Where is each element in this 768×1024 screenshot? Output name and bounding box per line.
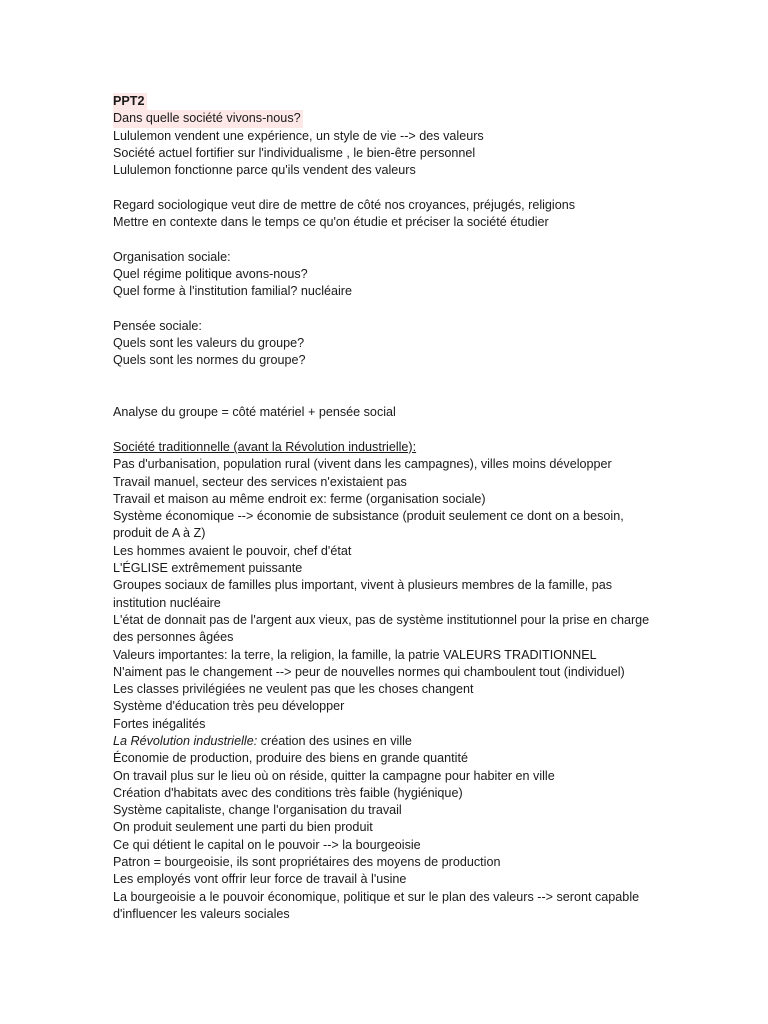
- text-line: Mettre en contexte dans le temps ce qu'on étudie et préciser la société étudier: [113, 215, 549, 230]
- blank-line: [113, 387, 753, 404]
- section-label-pensee: Pensée sociale:: [113, 318, 202, 333]
- text-line: Société actuel fortifier sur l'individualisme , le bien-être personnel: [113, 145, 476, 160]
- text-line: produit de A à Z): [113, 526, 206, 541]
- text-line: Regard sociologique veut dire de mettre de côté nos croyances, préjugés, religions: [113, 197, 576, 212]
- blank-line: [113, 422, 753, 439]
- text-line: On produit seulement une parti du bien produit: [113, 820, 373, 835]
- text-line: Quel forme à l'institution familial? nucléaire: [113, 284, 352, 299]
- text-line: N'aiment pas le changement --> peur de nouvelles normes qui chamboulent tout (individuel): [113, 664, 625, 679]
- text-line: Système économique --> économie de subsistance (produit seulement ce dont on a besoin,: [113, 509, 624, 524]
- analyse-line: Analyse du groupe = côté matériel + pensée social: [113, 405, 396, 420]
- text-line: Lululemon vendent une expérience, un style de vie --> des valeurs: [113, 128, 484, 143]
- section-label-organisation: Organisation sociale:: [113, 249, 231, 264]
- text-line: Économie de production, produire des biens en grande quantité: [113, 751, 468, 766]
- blank-line: [113, 179, 753, 196]
- text-line: Système capitaliste, change l'organisation du travail: [113, 803, 402, 818]
- text-line: Patron = bourgeoisie, ils sont propriétaires des moyens de production: [113, 855, 501, 870]
- text-line: Groupes sociaux de familles plus important, vivent à plusieurs membres de la famille, pas: [113, 578, 613, 593]
- text-line: Création d'habitats avec des conditions très faible (hygiénique): [113, 785, 463, 800]
- text-line: Pas d'urbanisation, population rural (vivent dans les campagnes), villes moins développer: [113, 457, 612, 472]
- text-line: Fortes inégalités: [113, 716, 206, 731]
- text-line: d'influencer les valeurs sociales: [113, 906, 290, 921]
- text-line: Système d'éducation très peu développer: [113, 699, 345, 714]
- blank-line: [113, 370, 753, 387]
- text-line: Quels sont les normes du groupe?: [113, 353, 306, 368]
- blank-line: [113, 301, 753, 318]
- text-line: Les hommes avaient le pouvoir, chef d'état: [113, 543, 352, 558]
- blank-line: [113, 231, 753, 248]
- text-line: L'ÉGLISE extrêmement puissante: [113, 561, 303, 576]
- revolution-line: [113, 733, 753, 750]
- revolution-label: La Révolution industrielle:: [113, 733, 258, 748]
- text-line: Quels sont les valeurs du groupe?: [113, 336, 305, 351]
- text-line: La bourgeoisie a le pouvoir économique, politique et sur le plan des valeurs --> seront capable: [113, 889, 640, 904]
- text-line: On travail plus sur le lieu où on réside, quitter la campagne pour habiter en ville: [113, 768, 555, 783]
- text-line: Lululemon fonctionne parce qu'ils vendent des valeurs: [113, 163, 416, 178]
- text-line: Ce qui détient le capital on le pouvoir --> la bourgeoisie: [113, 837, 421, 852]
- doc-title: PPT2: [113, 93, 147, 110]
- text-line: Travail manuel, secteur des services n'existaient pas: [113, 474, 407, 489]
- text-line: Travail et maison au même endroit ex: ferme (organisation sociale): [113, 491, 486, 506]
- document-page: [113, 93, 753, 923]
- text-line: L'état de donnait pas de l'argent aux vieux, pas de système institutionnel pour la prise en charge: [113, 612, 650, 627]
- societe-heading: Société traditionnelle (avant la Révolution industrielle):: [113, 439, 417, 454]
- text-line: institution nucléaire: [113, 595, 221, 610]
- title-line: [113, 93, 753, 110]
- text-line: Quel régime politique avons-nous?: [113, 266, 308, 281]
- doc-question: Dans quelle société vivons-nous?: [113, 110, 303, 127]
- revolution-text: création des usines en ville: [257, 733, 412, 748]
- text-line: Les classes privilégiées ne veulent pas que les choses changent: [113, 682, 474, 697]
- text-line: Valeurs importantes: la terre, la religion, la famille, la patrie VALEURS TRADITIONNEL: [113, 647, 597, 662]
- text-line: Les employés vont offrir leur force de travail à l'usine: [113, 872, 407, 887]
- text-line: des personnes âgées: [113, 630, 234, 645]
- question-line: [113, 110, 753, 127]
